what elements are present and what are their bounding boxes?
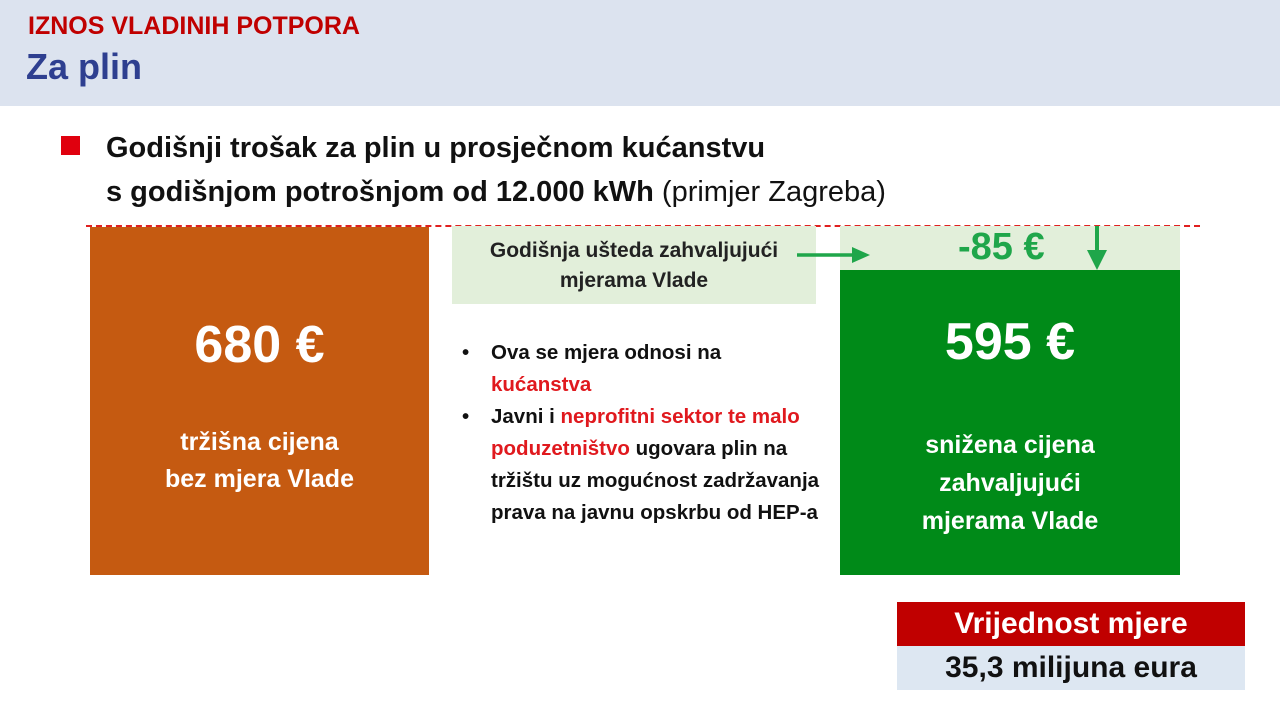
- page-title: Za plin: [26, 46, 142, 87]
- reduced-price-desc-line-2: zahvaljujući: [939, 469, 1081, 497]
- market-price-desc-line-2: bez mjera Vlade: [165, 465, 354, 493]
- note-2-text-b: ugovara plin na tržištu uz mogućnost zadržavanja prava na javnu opskrbu od HEP-a: [491, 437, 820, 524]
- right-arrow-icon: [797, 247, 870, 263]
- reduced-price-desc-line-3: mjerama Vlade: [921, 507, 1099, 535]
- saving-label-line-1: Godišnja ušteda zahvaljujući: [489, 239, 779, 262]
- note-2-highlight: neprofitni sektor te malo poduzetništvo: [491, 405, 800, 460]
- note-item-households: [462, 337, 822, 401]
- measure-value-label: Vrijednost mjere: [897, 602, 1245, 646]
- down-arrow-icon: [1087, 226, 1107, 270]
- note-1-highlight: kućanstva: [491, 373, 592, 396]
- heading-line-2-bold: s godišnjom potrošnjom od 12.000 kWh: [106, 176, 654, 208]
- saving-amount: -85 €: [958, 226, 1045, 268]
- note-item-public-sector: [462, 401, 822, 529]
- market-price-amount: 680 €: [194, 316, 325, 374]
- section-kicker: IZNOS VLADINIH POTPORA: [28, 12, 360, 40]
- note-1-text: Ova se mjera odnosi na: [491, 341, 722, 364]
- market-price-desc-line-1: tržišna cijena: [180, 428, 339, 456]
- notes-list: [462, 337, 822, 529]
- reduced-price-amount: 595 €: [944, 313, 1076, 371]
- heading-line-1: Godišnji trošak za plin u prosječnom kućanstvu: [106, 132, 766, 164]
- reduced-price-desc-line-1: snižena cijena: [925, 431, 1095, 459]
- measure-value-amount: 35,3 milijuna eura: [897, 646, 1245, 690]
- note-2-text-a: Javni i: [491, 405, 555, 428]
- heading-line-2-note: (primjer Zagreba): [661, 176, 886, 208]
- saving-label-line-2: mjerama Vlade: [559, 269, 709, 292]
